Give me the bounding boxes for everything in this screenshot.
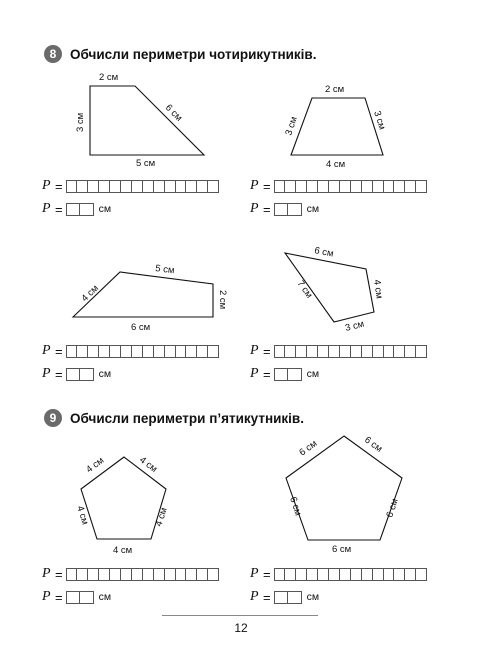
perimeter-label: P [250, 589, 259, 604]
result-cells[interactable] [66, 203, 93, 216]
side-label: 4 см [371, 278, 385, 300]
answer-cell[interactable] [274, 203, 289, 216]
answer-cell[interactable] [415, 345, 427, 358]
answer-cell[interactable] [79, 591, 94, 604]
answer-cell[interactable] [287, 203, 302, 216]
equals-sign: = [55, 589, 63, 605]
side-label: 6 см [131, 322, 151, 333]
perimeter-label: P [250, 178, 259, 193]
unit-label: см [306, 591, 320, 603]
perimeter-result-row [250, 366, 319, 382]
expression-cells[interactable] [66, 345, 218, 358]
perimeter-label: P [250, 201, 259, 216]
expression-cells[interactable] [66, 568, 218, 581]
perimeter-label: P [42, 201, 51, 216]
answer-cell[interactable] [415, 180, 427, 193]
task-number-badge: 8 [44, 45, 62, 63]
side-label: 7 см [294, 278, 315, 301]
perimeter-result-row [42, 366, 111, 382]
perimeter-expression-row [42, 343, 218, 359]
equals-sign: = [263, 201, 271, 217]
side-label: 3 см [75, 112, 86, 132]
side-label: 6 см [313, 245, 335, 260]
expression-cells[interactable] [274, 568, 426, 581]
side-label: 4 см [79, 282, 101, 305]
side-label: 6 см [162, 102, 185, 124]
result-cells[interactable] [66, 591, 93, 604]
answer-cell[interactable] [66, 203, 81, 216]
perimeter-result-row [250, 201, 319, 217]
equals-sign: = [55, 178, 63, 194]
footer-divider [162, 615, 318, 616]
perimeter-label: P [42, 366, 51, 381]
side-label: 5 см [154, 263, 176, 277]
equals-sign: = [263, 589, 271, 605]
perimeter-result-row [250, 589, 319, 605]
side-label: 4 см [326, 159, 346, 170]
unit-label: см [306, 368, 320, 380]
side-label: 3 см [371, 109, 388, 132]
side-label: 6 см [362, 434, 385, 455]
unit-label: см [98, 591, 112, 603]
equals-sign: = [263, 343, 271, 359]
answer-cell[interactable] [287, 591, 302, 604]
perimeter-label: P [250, 343, 259, 358]
perimeter-label: P [42, 566, 51, 581]
side-label: 3 см [344, 318, 366, 334]
result-cells[interactable] [274, 368, 301, 381]
task-title: Обчисли периметри п’ятикутників. [70, 410, 304, 426]
equals-sign: = [263, 366, 271, 382]
perimeter-label: P [250, 566, 259, 581]
unit-label: см [98, 203, 112, 215]
perimeter-result-row [42, 201, 111, 217]
task-title: Обчисли периметри чотирикутників. [70, 46, 317, 62]
answer-cell[interactable] [79, 368, 94, 381]
side-label: 4 см [113, 545, 133, 556]
answer-cell[interactable] [66, 591, 81, 604]
equals-sign: = [55, 566, 63, 582]
answer-cell[interactable] [287, 368, 302, 381]
result-cells[interactable] [274, 591, 301, 604]
side-label: 3 см [283, 115, 300, 137]
answer-cell[interactable] [274, 591, 289, 604]
unit-label: см [98, 368, 112, 380]
perimeter-label: P [42, 589, 51, 604]
answer-cell[interactable] [207, 180, 219, 193]
side-label: 6 см [287, 495, 304, 518]
perimeter-expression-row [42, 566, 218, 582]
expression-cells[interactable] [66, 180, 218, 193]
perimeter-label: P [250, 366, 259, 381]
answer-cell[interactable] [207, 568, 219, 581]
side-label: 2 см [217, 290, 228, 310]
side-label: 2 см [99, 72, 119, 83]
equals-sign: = [55, 201, 63, 217]
answer-cell[interactable] [66, 368, 81, 381]
equals-sign: = [263, 566, 271, 582]
answer-cell[interactable] [79, 203, 94, 216]
expression-cells[interactable] [274, 345, 426, 358]
side-label: 4 см [153, 506, 170, 528]
answer-cell[interactable] [415, 568, 427, 581]
answer-cell[interactable] [207, 345, 219, 358]
unit-label: см [306, 203, 320, 215]
expression-cells[interactable] [274, 180, 426, 193]
perimeter-expression-row [250, 343, 426, 359]
side-label: 2 см [325, 84, 345, 95]
page-number: 12 [234, 621, 248, 635]
perimeter-label: P [42, 178, 51, 193]
side-label: 4 см [84, 455, 107, 476]
result-cells[interactable] [66, 368, 93, 381]
equals-sign: = [55, 366, 63, 382]
side-label: 6 см [332, 544, 352, 555]
result-cells[interactable] [274, 203, 301, 216]
equals-sign: = [263, 178, 271, 194]
quadrilateral-2 [291, 98, 383, 155]
perimeter-result-row [42, 589, 111, 605]
perimeter-expression-row [42, 178, 218, 194]
answer-cell[interactable] [274, 368, 289, 381]
equals-sign: = [55, 343, 63, 359]
side-label: 4 см [74, 504, 91, 527]
quadrilateral-1 [90, 86, 204, 155]
perimeter-label: P [42, 343, 51, 358]
perimeter-expression-row [250, 178, 426, 194]
side-label: 5 см [136, 158, 156, 169]
side-label: 6 см [297, 438, 320, 459]
perimeter-expression-row [250, 566, 426, 582]
side-label: 4 см [137, 454, 160, 475]
task-number-badge: 9 [44, 409, 62, 427]
side-label: 6 см [384, 497, 401, 519]
